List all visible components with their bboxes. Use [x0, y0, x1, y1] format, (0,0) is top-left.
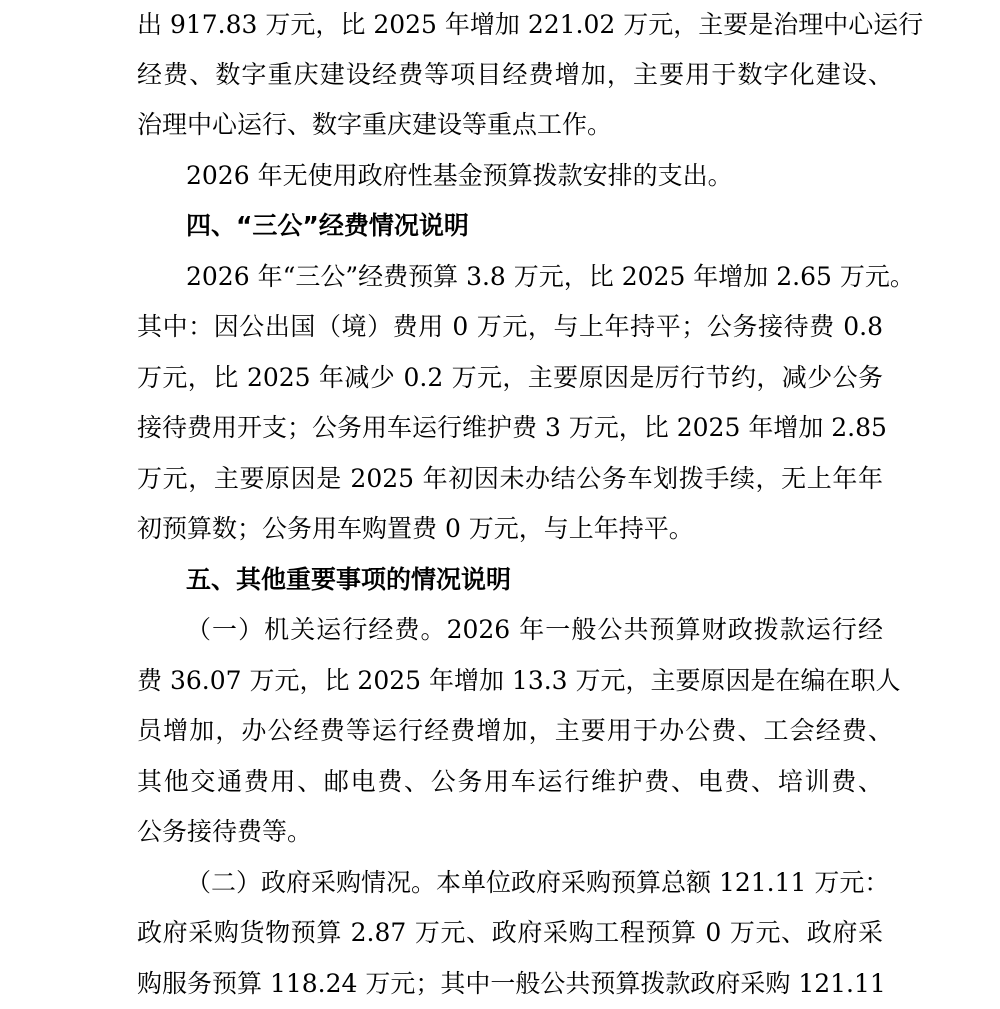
body-text-line: 其他交通费用、邮电费、公务用车运行维护费、电费、培训费、	[137, 767, 883, 796]
body-text-line: 治理中心运行、数字重庆建设等重点工作。	[137, 110, 613, 139]
body-text-line: 万元，比 2025 年减少 0.2 万元，主要原因是厉行节约，减少公务	[137, 363, 883, 392]
body-text-line: 其中：因公出国（境）费用 0 万元，与上年持平；公务接待费 0.8	[137, 312, 883, 341]
body-text-line: 万元，主要原因是 2025 年初因未办结公务车划拨手续，无上年年	[137, 464, 883, 493]
body-text-line: （二）政府采购情况。本单位政府采购预算总额 121.11 万元：	[186, 868, 890, 897]
body-text-line: 2026 年“三公”经费预算 3.8 万元，比 2025 年增加 2.65 万元。	[186, 262, 915, 291]
body-text-line: 员增加，办公经费等运行经费增加，主要用于办公费、工会经费、	[137, 716, 893, 745]
body-text-line: 经费、数字重庆建设经费等项目经费增加，主要用于数字化建设、	[137, 60, 893, 89]
body-text-line: 2026 年无使用政府性基金预算拨款安排的支出。	[186, 161, 733, 190]
body-text-line: 公务接待费等。	[137, 817, 313, 846]
body-text-line: 初预算数；公务用车购置费 0 万元，与上年持平。	[137, 514, 694, 543]
body-text-line: （一）机关运行经费。2026 年一般公共预算财政拨款运行经	[186, 615, 883, 644]
body-text-line: 购服务预算 118.24 万元；其中一般公共预算拨款政府采购 121.11	[137, 969, 886, 998]
section-heading: 四、“三公”经费情况说明	[186, 211, 469, 240]
body-text-line: 政府采购货物预算 2.87 万元、政府采购工程预算 0 万元、政府采	[137, 918, 883, 947]
section-heading: 五、其他重要事项的情况说明	[186, 565, 512, 594]
body-text-line: 费 36.07 万元，比 2025 年增加 13.3 万元，主要原因是在编在职人	[137, 666, 901, 695]
body-text-line: 接待费用开支；公务用车运行维护费 3 万元，比 2025 年增加 2.85	[137, 413, 887, 442]
body-text-line: 出 917.83 万元，比 2025 年增加 221.02 万元，主要是治理中心运行	[137, 10, 924, 39]
